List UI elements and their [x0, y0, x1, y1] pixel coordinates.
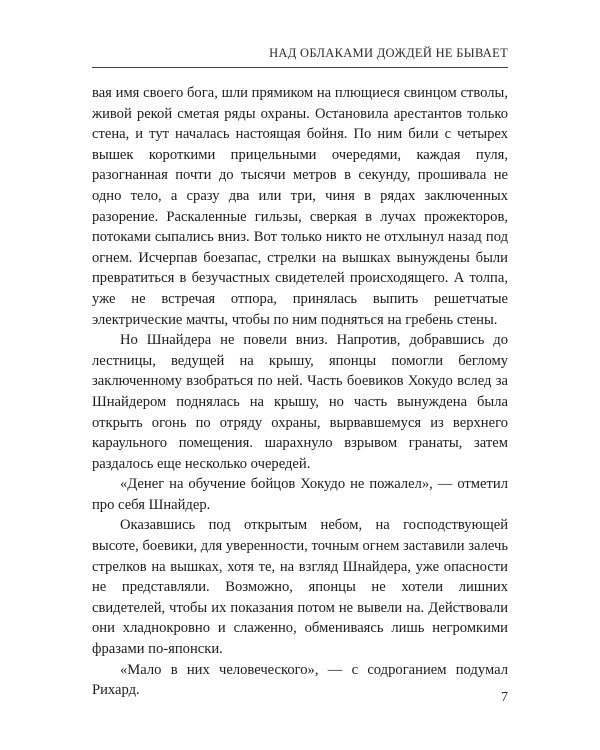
- paragraph: Но Шнайдера не повели вниз. Напротив, добравшись до лестницы, ведущей на крышу, японцы помогли беглому заключенному взобраться по ней. Часть боевиков Хокудо вслед за Шнайдером поднялась на крышу, но часть вынуждена была открыть огонь по отряду охраны, вырвавшемуся из верхнего караульного помещения. шарахнуло взрывом гранаты, затем раздалось еще несколько очередей.: [92, 332, 508, 472]
- body-text: [92, 83, 508, 701]
- header-rule: [92, 67, 508, 68]
- running-title: НАД ОБЛАКАМИ ДОЖДЕЙ НЕ БЫВАЕТ: [269, 46, 508, 60]
- paragraph: «Денег на обучение бойцов Хокудо не пожалел», — отметил про себя Шнайдер.: [92, 476, 508, 513]
- paragraph: Оказавшись под открытым небом, на господствующей высоте, боевики, для уверенности, точным огнем заставили залечь стрелков на вышках, хотя те, на взгляд Шнайдера, уже опасности не представляли. Возможно, японцы не хотели лишних свидетелей, чтобы их показания потом не вывели на. Действовали они хладнокровно и слаженно, обмениваясь лишь негромкими фразами по-японски.: [92, 517, 508, 658]
- paragraph: вая имя своего бога, шли прямиком на плющиеся свинцом стволы, живой рекой сметая ряды охраны. Остановила арестантов только стена, и тут началась настоящая бойня. По ним били с четырех вышек короткими прицельными очередями, каждая пуля, разогнанная почти до тысячи метров в секунду, прошивала не одно тело, а сразу два или три, чиня в рядах заключенных разорение. Раскаленные гильзы, сверкая в лучах прожекторов, потоками сыпались вниз. Вот только никто не отхлынул назад под огнем. Исчерпав боезапас, стрелки на вышках вынуждены были превратиться в безучастных свидетелей происходящего. А толпа, уже не встречая отпора, принялась выпить решетчатые электрические мачты, чтобы по ним подняться на гребень стены.: [92, 85, 508, 328]
- paragraph: «Мало в них человеческого», — с содроганием подумал Рихард.: [92, 661, 508, 699]
- page-number: 7: [501, 690, 508, 705]
